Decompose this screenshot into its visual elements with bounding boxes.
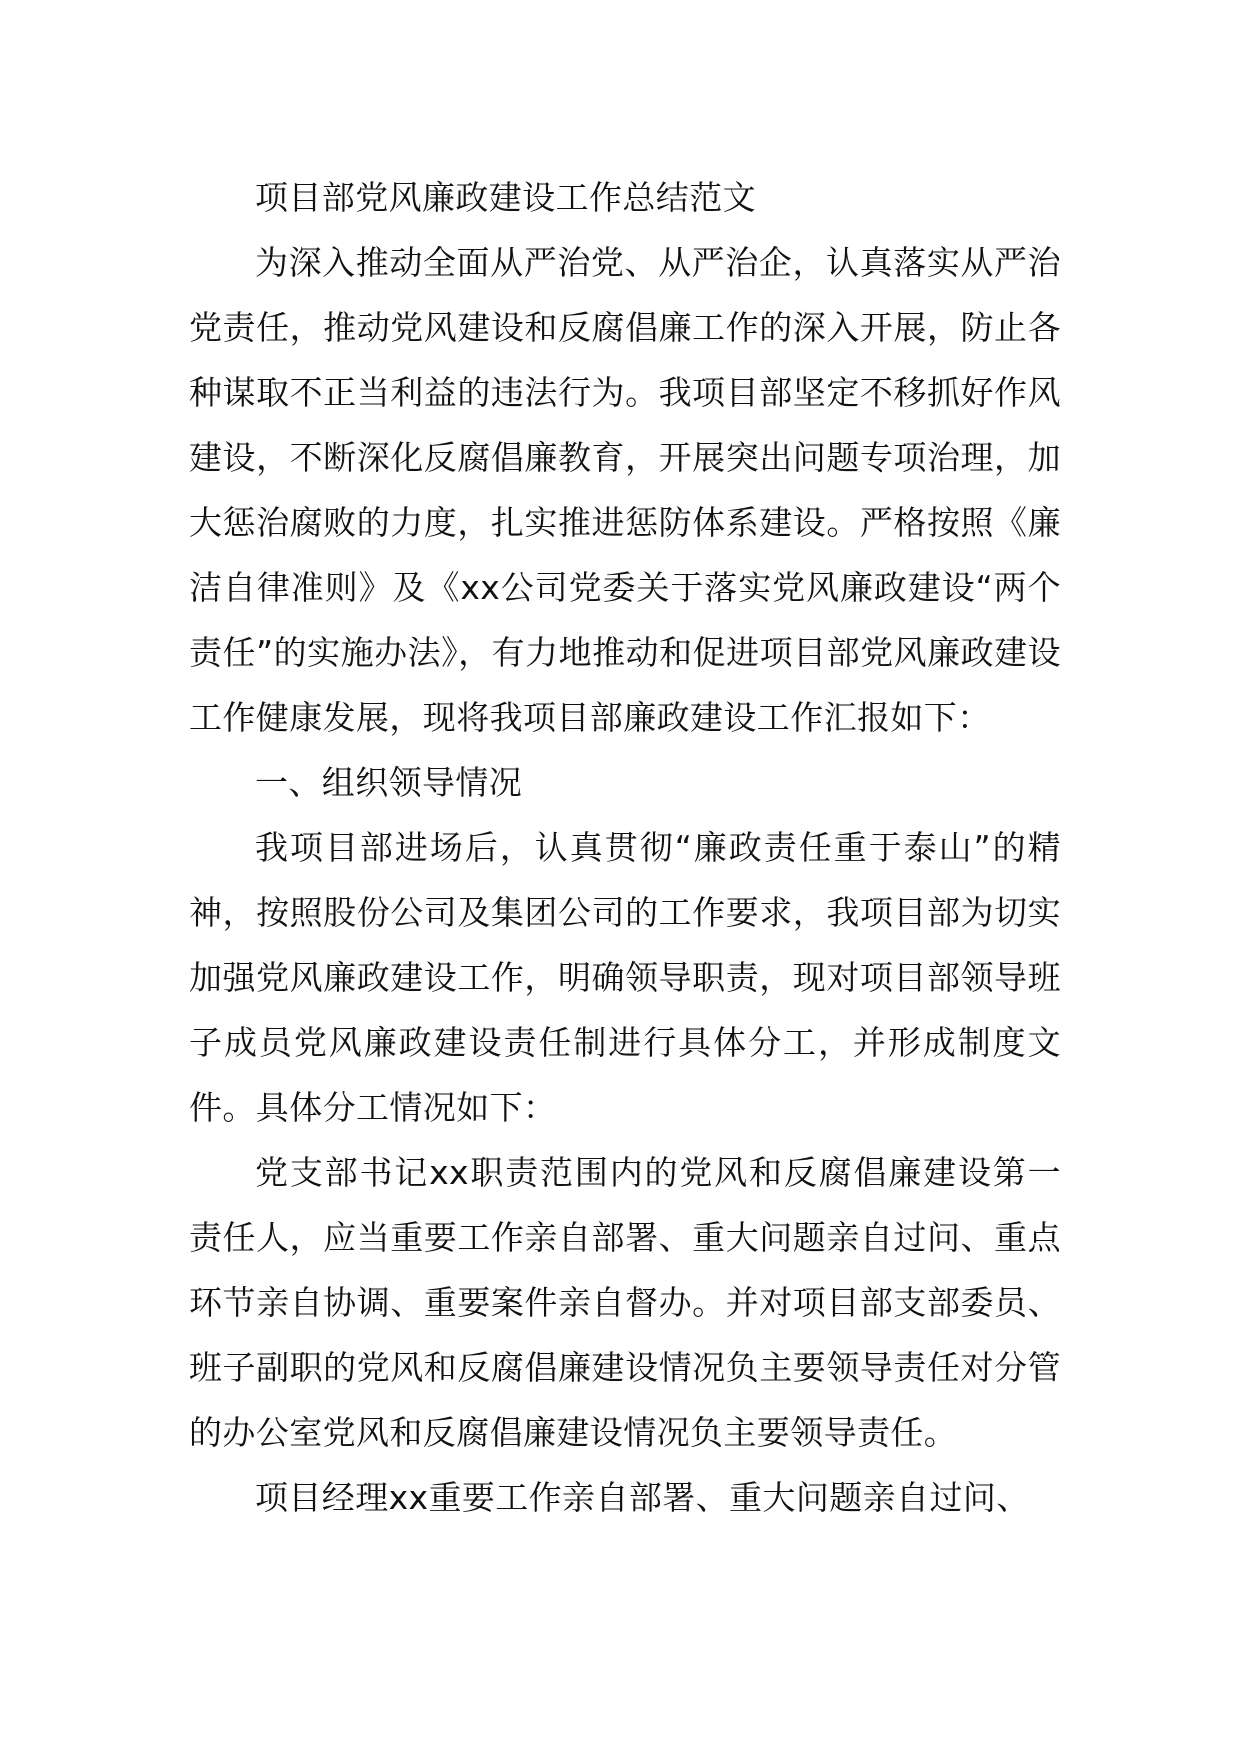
project-manager-paragraph: 项目经理xx重要工作亲自部署、重大问题亲自过问、 [255,1478,1030,1517]
intro-paragraph: 为深入推动全面从严治党、从严治企，认真落实从严治党责任，推动党风建设和反腐倡廉工作的深入开展，防止各种谋取不正当利益的违法行为。我项目部坚定不移抓好作风建设，不断深化反腐倡廉教育，开展突出问题专项治理，加大惩治腐败的力度，扎实推进惩防体系建设。严格按照《廉洁自律准则》及《xx公司党委关于落实党风廉政建设“两个责任”的实施办法》，有力地推动和促进项目部党风廉政建设工作健康发展，现将我项目部廉政建设工作汇报如下： [189,243,1061,737]
section-heading-organization: 一、组织领导情况 [255,763,523,802]
organization-paragraph: 我项目部进场后，认真贯彻“廉政责任重于泰山”的精神，按照股份公司及集团公司的工作要求，我项目部为切实加强党风廉政建设工作，明确领导职责，现对项目部领导班子成员党风廉政建设责任制进行具体分工，并形成制度文件。具体分工情况如下： [189,828,1061,1127]
document-title: 项目部党风廉政建设工作总结范文 [255,178,756,217]
party-secretary-paragraph: 党支部书记xx职责范围内的党风和反腐倡廉建设第一责任人，应当重要工作亲自部署、重大问题亲自过问、重点环节亲自协调、重要案件亲自督办。并对项目部支部委员、班子副职的党风和反腐倡廉建设情况负主要领导责任对分管的办公室党风和反腐倡廉建设情况负主要领导责任。 [189,1153,1061,1452]
document-body [189,165,1061,1530]
